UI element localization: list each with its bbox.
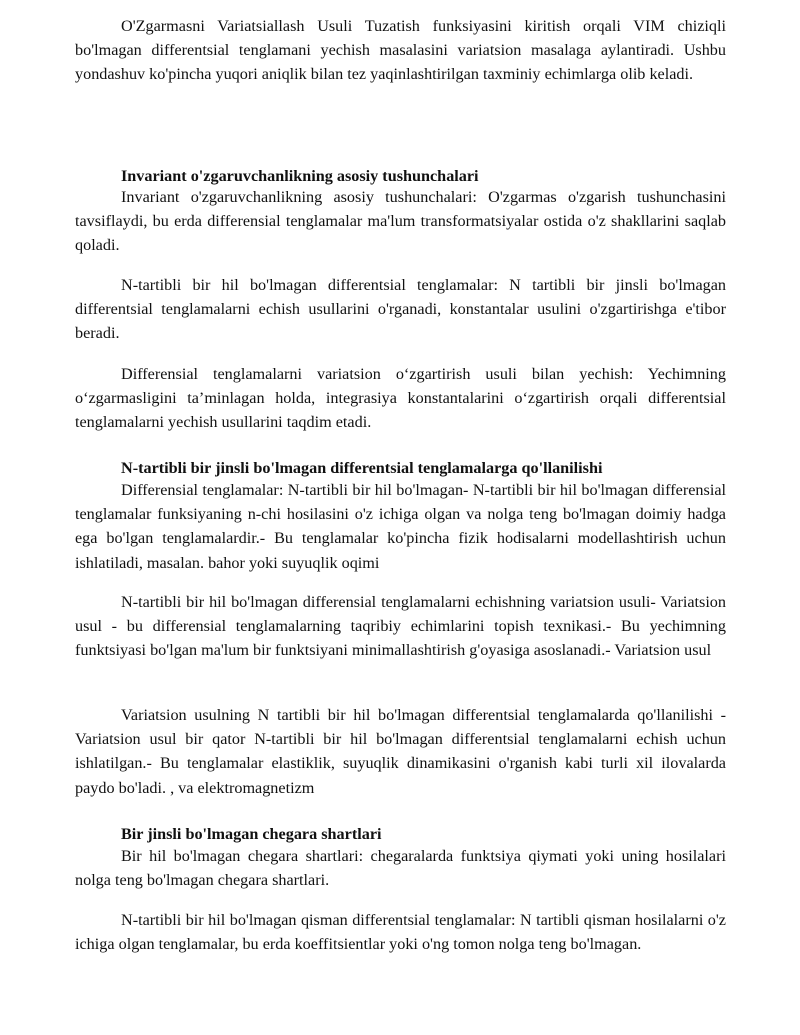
paragraph-nth-order-equations: N-tartibli bir hil bo'lmagan differentsial tenglamalar: N tartibli bir jinsli bo'lmagan differentsial tenglamalarni echish usullarini o'rganadi, konstantalar usulini o'zgartirishga e'tibor beradi. — [75, 276, 726, 343]
paragraph-intro: O'Zgarmasni Variatsiallash Usuli Tuzatish funksiyasini kiritish orqali VIM chiziqli bo'lmagan differentsial tenglamani yechish masalasini variatsion masalaga aylantiradi. Ushbu yondashuv ko'pincha yuqori aniqlik bilan tez yaqinlashtirilgan taxminiy echimlarga olib keladi. — [75, 17, 726, 84]
section-heading-application: N-tartibli bir jinsli bo'lmagan differentsial tenglamalarga qo'llanilishi — [121, 459, 603, 477]
paragraph-invariant-concepts: Invariant o'zgaruvchanlikning asosiy tushunchalari: O'zgarmas o'zgarish tushunchasini tavsiflaydi, bu erda differensial tenglamalar ma'lum transformatsiyalar ostida o'z shakllarini saqlab qoladi. — [75, 188, 726, 255]
paragraph-partial-equations: N-tartibli bir hil bo'lmagan qisman differentsial tenglamalar: N tartibli qisman hosilalarni o'z ichiga olgan tenglamalar, bu erda koeffitsientlar yoki o'ng tomon nolga teng bo'lmagan. — [75, 911, 726, 954]
document-page — [75, 0, 726, 1035]
section-heading-boundary-conditions: Bir jinsli bo'lmagan chegara shartlari — [121, 825, 382, 843]
paragraph-variation-method: Differensial tenglamalarni variatsion o‘zgartirish usuli bilan yechish: Yechimning o‘zgarmasligini ta’minlagan holda, integrasiya konstantalarini o‘zgartirish orqali differentsial tenglamalarni yechish usullarini taqdim etadi. — [75, 365, 726, 432]
paragraph-differential-equations: Differensial tenglamalar: N-tartibli bir hil bo'lmagan- N-tartibli bir hil bo'lmagan differensial tenglamalar funksiyaning n-chi hosilasini o'z ichiga olgan va nolga teng bo'lmagan doimiy hadga ega bo'lgan tenglamalardir.- Bu tenglamalar ko'pincha fizik hodisalarni modellashtirish uchun ishlatiladi, masalan. bahor yoki suyuqlik oqimi — [75, 481, 726, 572]
paragraph-boundary-conditions: Bir hil bo'lmagan chegara shartlari: chegaralarda funktsiya qiymati yoki uning hosilalari nolga teng bo'lmagan chegara shartlari. — [75, 847, 726, 890]
paragraph-variational-application: Variatsion usulning N tartibli bir hil bo'lmagan differentsial tenglamalarda qo'llanilishi - Variatsion usul bir qator N-tartibli bir hil bo'lmagan differentsial tenglamalarni echish uchun ishlatilgan.- Bu tenglamalar elastiklik, suyuqlik dinamikasini o'rganish kabi turli xil ilovalarda paydo bo'ladi. , va elektromagnetizm — [75, 706, 726, 797]
paragraph-variational-method: N-tartibli bir hil bo'lmagan differensial tenglamalarni echishning variatsion usuli- Variatsion usul - bu differensial tenglamalarning taqribiy echimlarini topish texnikasi.- Bu yechimning funktsiyasi bo'lgan ma'lum bir funktsiyani minimallashtirish g'oyasiga asoslanadi.- Variatsion usul — [75, 593, 726, 660]
section-heading-invariant: Invariant o'zgaruvchanlikning asosiy tushunchalari — [121, 167, 479, 185]
